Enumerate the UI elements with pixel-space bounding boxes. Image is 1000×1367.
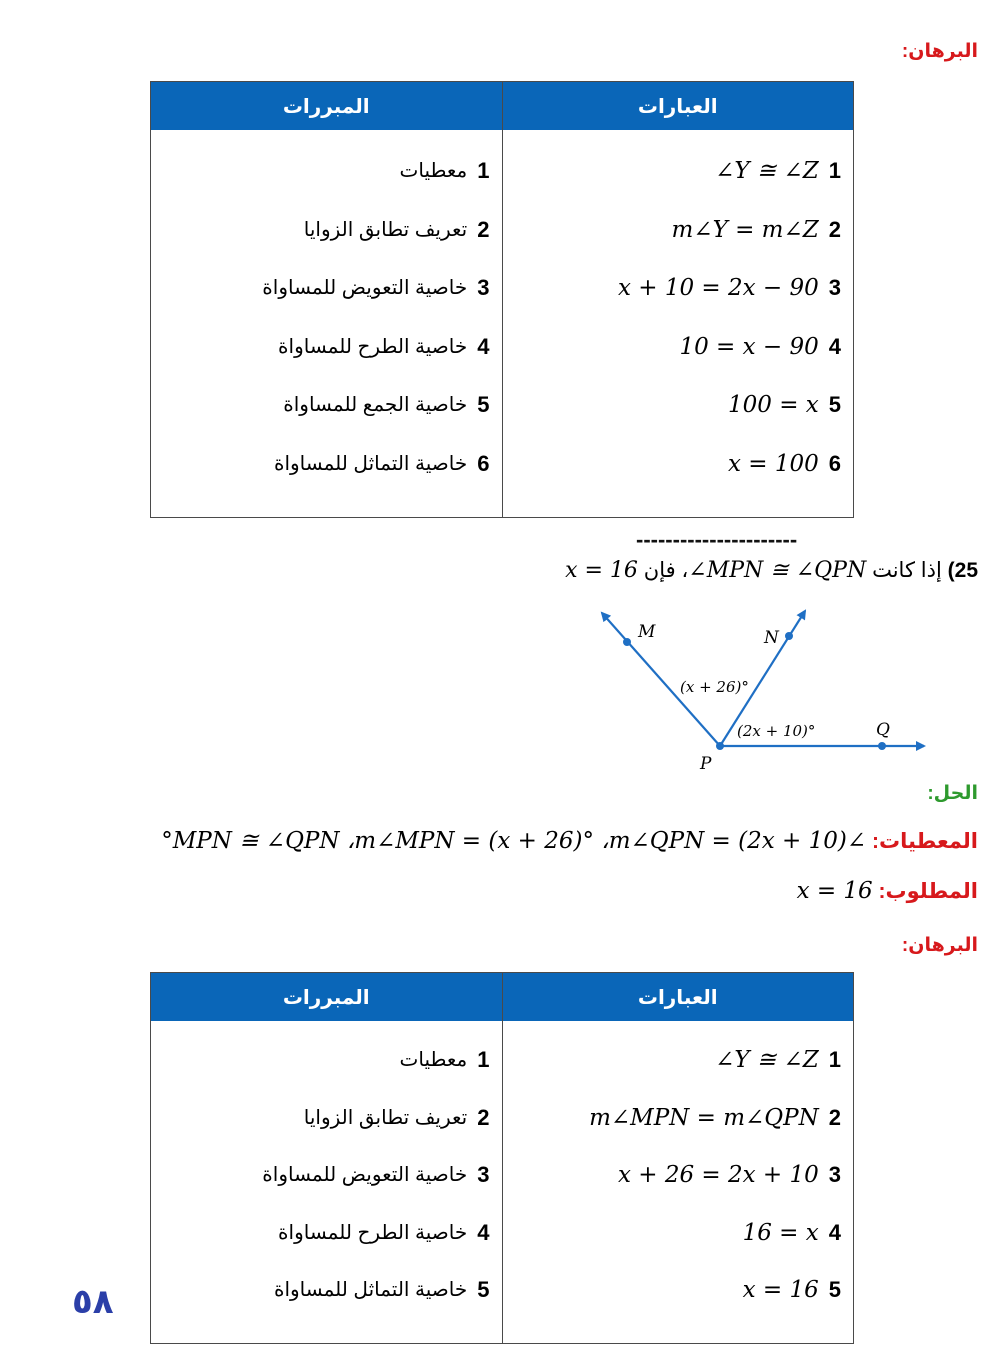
required-label: المطلوب: bbox=[878, 880, 978, 903]
proof-table-1 bbox=[150, 81, 854, 518]
point-q bbox=[878, 742, 886, 750]
reason-text: تعريف تطابق الزوايا bbox=[303, 1106, 468, 1129]
reason-text: خاصية الطرح للمساواة bbox=[278, 335, 468, 358]
statement-text: ∠Y ≅ ∠Z bbox=[715, 158, 819, 184]
reason-row bbox=[151, 1220, 502, 1278]
problem-then-text: ، فإن bbox=[643, 559, 689, 582]
statement-text: m∠Y = m∠Z bbox=[671, 216, 819, 243]
statement-row bbox=[503, 451, 854, 510]
statement-row bbox=[503, 1105, 854, 1163]
reason-text: معطيات bbox=[399, 1049, 468, 1071]
statement-text: 100 = x bbox=[727, 392, 819, 418]
reason-row bbox=[151, 275, 502, 334]
reason-number: 4 bbox=[477, 333, 490, 359]
required-math: x = 16 bbox=[796, 878, 873, 904]
angle-diagram bbox=[590, 605, 935, 775]
reason-text: تعريف تطابق الزوايا bbox=[303, 218, 468, 241]
reason-row bbox=[151, 1105, 502, 1163]
statement-number: 5 bbox=[828, 392, 841, 417]
given-math: ∠MPN ≅ ∠QPN ،m∠MPN = (x + 26)° ،m∠QPN = (2x + 10)° bbox=[161, 828, 867, 854]
statement-number: 2 bbox=[828, 216, 841, 242]
statement-row bbox=[503, 158, 854, 217]
reason-row bbox=[151, 392, 502, 451]
reason-row bbox=[151, 158, 502, 217]
reason-row bbox=[151, 1047, 502, 1105]
required-line bbox=[797, 878, 978, 904]
statement-number: 4 bbox=[828, 333, 841, 359]
problem-result: x = 16 bbox=[565, 558, 638, 583]
reasons-header: المبررات bbox=[151, 973, 503, 1022]
statement-row bbox=[503, 1277, 854, 1335]
reason-row bbox=[151, 451, 502, 510]
statement-number: 5 bbox=[828, 1277, 841, 1302]
problem-statement bbox=[565, 558, 978, 583]
point-n bbox=[785, 632, 793, 640]
statement-text: ∠Y ≅ ∠Z bbox=[715, 1047, 819, 1073]
statement-number: 6 bbox=[828, 450, 841, 476]
reason-number: 3 bbox=[477, 275, 490, 300]
angle-mpn-label: (x + 26)° bbox=[680, 678, 749, 696]
reason-number: 1 bbox=[477, 158, 490, 183]
label-p: P bbox=[700, 754, 712, 774]
statement-row bbox=[503, 275, 854, 334]
statements-header: العبارات bbox=[502, 82, 854, 131]
statement-text: 16 = x bbox=[742, 1219, 819, 1246]
reason-number: 6 bbox=[477, 450, 490, 476]
problem-if-text: إذا كانت bbox=[872, 559, 942, 582]
statement-text: x + 10 = 2x − 90 bbox=[617, 275, 819, 301]
reason-text: خاصية التعويض للمساواة bbox=[262, 1164, 468, 1186]
proof-table-2 bbox=[150, 972, 854, 1344]
statement-row bbox=[503, 392, 854, 451]
reason-number: 4 bbox=[477, 1219, 490, 1245]
proof-heading-2: البرهان: bbox=[901, 935, 978, 956]
statements-column bbox=[503, 1021, 854, 1343]
statement-text: x + 26 = 2x + 10 bbox=[617, 1162, 819, 1188]
statement-number: 1 bbox=[828, 158, 841, 183]
reasons-header: المبررات bbox=[151, 82, 503, 131]
problem-number: 25) bbox=[947, 559, 978, 582]
reason-row bbox=[151, 1277, 502, 1335]
problem-condition: ∠MPN ≅ ∠QPN bbox=[688, 558, 867, 583]
reason-number: 2 bbox=[477, 216, 490, 242]
statement-text: x = 100 bbox=[727, 450, 819, 477]
angle-npq-label: (2x + 10)° bbox=[737, 722, 816, 740]
statement-number: 3 bbox=[828, 1162, 841, 1187]
reason-row bbox=[151, 217, 502, 276]
statements-header: العبارات bbox=[502, 973, 854, 1022]
label-n: N bbox=[764, 628, 779, 648]
statement-row bbox=[503, 1162, 854, 1220]
statements-column bbox=[503, 130, 854, 517]
reason-text: خاصية الطرح للمساواة bbox=[278, 1221, 468, 1244]
statement-text: 10 = x − 90 bbox=[679, 333, 819, 360]
statement-number: 4 bbox=[828, 1219, 841, 1245]
label-q: Q bbox=[876, 720, 890, 740]
given-label: المعطيات: bbox=[871, 830, 978, 853]
reason-number: 3 bbox=[477, 1162, 490, 1187]
reason-text: خاصية التعويض للمساواة bbox=[262, 277, 468, 299]
statement-text: x = 16 bbox=[742, 1277, 819, 1303]
reason-text: معطيات bbox=[399, 160, 468, 182]
reason-row bbox=[151, 334, 502, 393]
reason-number: 2 bbox=[477, 1104, 490, 1130]
reasons-column bbox=[151, 130, 502, 517]
reasons-column bbox=[151, 1021, 502, 1343]
statement-number: 2 bbox=[828, 1104, 841, 1130]
statement-row bbox=[503, 334, 854, 393]
statement-text: m∠MPN = m∠QPN bbox=[589, 1104, 819, 1131]
reason-text: خاصية التماثل للمساواة bbox=[273, 1279, 468, 1301]
solution-heading: الحل: bbox=[927, 783, 978, 804]
statement-row bbox=[503, 217, 854, 276]
reason-text: خاصية الجمع للمساواة bbox=[283, 394, 468, 416]
statement-number: 3 bbox=[828, 275, 841, 300]
reason-number: 5 bbox=[477, 1277, 490, 1302]
reason-number: 1 bbox=[477, 1047, 490, 1072]
proof-heading: البرهان: bbox=[901, 41, 978, 62]
page-number: ٥٨ bbox=[72, 1282, 114, 1322]
label-m: M bbox=[638, 622, 656, 642]
point-p bbox=[716, 742, 724, 750]
separator-line: ---------------------- bbox=[636, 527, 798, 552]
point-m bbox=[623, 638, 631, 646]
reason-number: 5 bbox=[477, 392, 490, 417]
statement-number: 1 bbox=[828, 1047, 841, 1072]
given-line bbox=[161, 828, 978, 854]
statement-row bbox=[503, 1220, 854, 1278]
reason-text: خاصية التماثل للمساواة bbox=[273, 452, 468, 475]
reason-row bbox=[151, 1162, 502, 1220]
statement-row bbox=[503, 1047, 854, 1105]
